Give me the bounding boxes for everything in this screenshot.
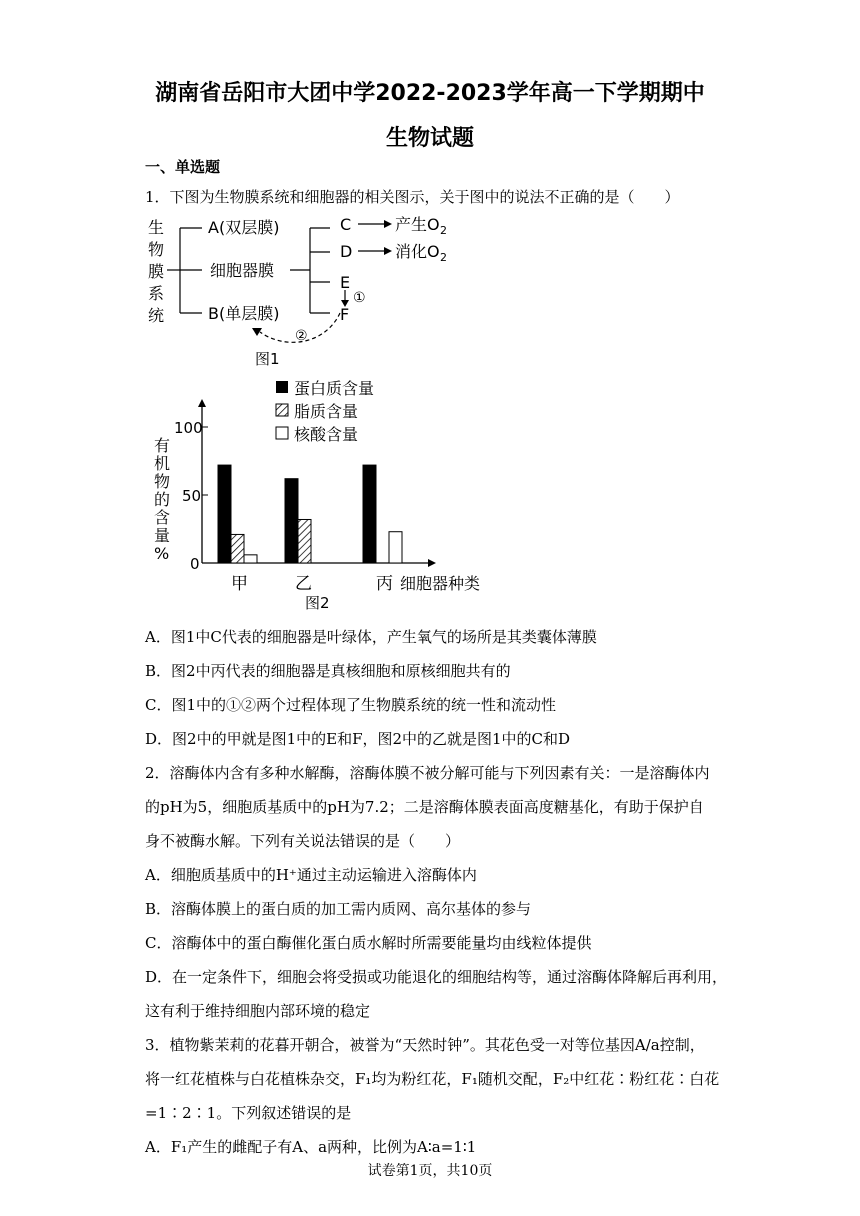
paper-title-line1: 湖南省岳阳市大团中学2022-2023学年高一下学期期中 (155, 81, 705, 106)
ytick-label: 100 (174, 419, 203, 437)
node-d-label: D (340, 242, 353, 261)
root-char: 系 (148, 284, 165, 303)
q2-option-c[interactable]: C．溶酶体中的蛋白酶催化蛋白质水解时所需要能量均由线粒体提供 (145, 934, 592, 952)
node-f-label: F (340, 305, 350, 324)
ylabel-char: 的 (154, 490, 171, 509)
produce-o2-label: 产生O (395, 215, 440, 234)
organelle-membrane-label: 细胞器膜 (210, 261, 275, 280)
root-char: 统 (148, 306, 165, 325)
ylabel-char: 含 (154, 508, 171, 527)
step-1-marker: ① (353, 290, 366, 306)
q3-option-a[interactable]: A．F₁产生的雌配子有A、a两种，比例为A∶a=1∶1 (145, 1138, 477, 1156)
node-c-label: C (340, 215, 352, 234)
section-heading: 一、单选题 (145, 158, 221, 176)
x-axis-label: 细胞器种类 (400, 574, 481, 593)
legend-protein-swatch (276, 381, 288, 393)
ylabel-char: % (154, 544, 170, 563)
q2-stem-line: 身不被酶水解。下列有关说法错误的是（ ） (145, 832, 461, 850)
q2-option-a[interactable]: A．细胞质基质中的H⁺通过主动运输进入溶酶体内 (145, 866, 477, 884)
bar-甲-2 (244, 555, 257, 563)
o2-subscript: 2 (440, 224, 447, 237)
root-char: 物 (148, 240, 165, 259)
node-b-label: B(单层膜) (208, 304, 280, 323)
o2-subscript: 2 (440, 251, 447, 264)
legend-lipid-swatch (276, 404, 288, 416)
page-footer: 试卷第1页，共10页 (367, 1163, 493, 1179)
root-char: 生 (148, 218, 165, 237)
figure2-chart (148, 375, 508, 615)
figure1-caption: 图1 (255, 350, 280, 368)
ylabel-char: 物 (154, 472, 171, 491)
q1-option-c[interactable]: C．图1中的①②两个过程体现了生物膜系统的统一性和流动性 (145, 696, 557, 714)
q1-stem: 1．下图为生物膜系统和细胞器的相关图示，关于图中的说法不正确的是（ ） (145, 188, 680, 206)
bar-丙-2 (389, 532, 402, 563)
ytick-label: 0 (190, 555, 200, 573)
category-label-bing: 丙 (376, 574, 393, 594)
q2-option-d[interactable]: D．在一定条件下，细胞会将受损或功能退化的细胞结构等，通过溶酶体降解后再利用， (145, 968, 728, 986)
paper-title-line2: 生物试题 (385, 126, 474, 151)
legend-nucleic-swatch (276, 427, 288, 439)
q2-stem-line: 2．溶酶体内含有多种水解酶，溶酶体膜不被分解可能与下列因素有关：一是溶酶体内 (145, 764, 710, 782)
ylabel-char: 机 (154, 454, 171, 473)
q1-option-a[interactable]: A．图1中C代表的细胞器是叶绿体，产生氧气的场所是其类囊体薄膜 (145, 628, 597, 646)
ytick-label: 50 (182, 487, 202, 505)
category-label-yi: 乙 (295, 574, 312, 594)
q3-stem-line: 将一红花植株与白花植株杂交，F₁均为粉红花，F₁随机交配，F₂中红花∶粉红花∶白花 (145, 1070, 720, 1088)
bar-乙-1 (298, 519, 311, 563)
ylabel-char: 有 (154, 436, 171, 455)
q2-option-b[interactable]: B．溶酶体膜上的蛋白质的加工需内质网、高尔基体的参与 (145, 900, 532, 918)
q2-option-d-continued: 这有利于维持细胞内部环境的稳定 (145, 1002, 371, 1020)
root-char: 膜 (148, 262, 165, 281)
ylabel-char: 量 (154, 526, 171, 545)
figure1-diagram (140, 210, 470, 370)
bar-甲-1 (231, 534, 244, 563)
q3-stem-line: 3．植物紫茉莉的花暮开朝合，被誉为“天然时钟”。其花色受一对等位基因A/a控制， (145, 1036, 705, 1054)
consume-o2-label: 消化O (395, 242, 440, 261)
node-a-label: A(双层膜) (208, 218, 280, 237)
legend-protein-label: 蛋白质含量 (294, 379, 375, 398)
q1-option-b[interactable]: B．图2中丙代表的细胞器是真核细胞和原核细胞共有的 (145, 662, 511, 680)
legend-nucleic-label: 核酸含量 (294, 425, 359, 444)
q2-stem-line: 的pH为5，细胞质基质中的pH为7.2；二是溶酶体膜表面高度糖基化，有助于保护自 (145, 798, 704, 816)
category-label-jia: 甲 (231, 574, 248, 594)
node-e-label: E (340, 273, 351, 292)
legend-lipid-label: 脂质含量 (294, 402, 359, 421)
q3-stem-line: =1∶2∶1。下列叙述错误的是 (145, 1104, 352, 1122)
bar-甲-0 (218, 465, 231, 563)
step-2-marker: ② (295, 328, 308, 344)
bar-丙-0 (363, 465, 376, 563)
figure2-caption: 图2 (305, 594, 330, 612)
q1-option-d[interactable]: D．图2中的甲就是图1中的E和F，图2中的乙就是图1中的C和D (145, 730, 571, 748)
bar-乙-0 (285, 479, 298, 563)
